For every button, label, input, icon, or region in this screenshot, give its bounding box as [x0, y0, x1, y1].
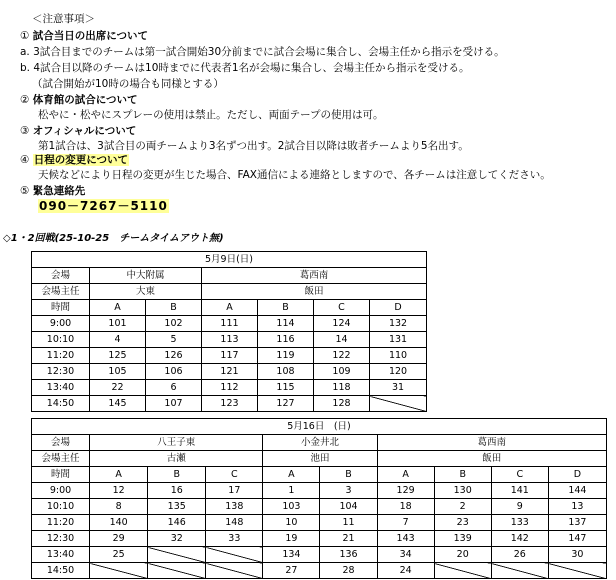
match-number-cell: 34 — [377, 547, 434, 563]
table2-manager: 池田 — [263, 451, 377, 467]
match-number-cell: 29 — [90, 531, 148, 547]
match-number-cell: 114 — [258, 316, 314, 332]
table1-court: C — [314, 300, 370, 316]
time-cell: 13:40 — [32, 547, 90, 563]
empty-slot-cell — [206, 563, 263, 579]
match-number-cell: 21 — [320, 531, 377, 547]
table2-court: A — [263, 467, 320, 483]
empty-slot-cell — [370, 396, 427, 412]
table-row — [32, 396, 427, 412]
match-number-cell: 134 — [263, 547, 320, 563]
match-number-cell: 17 — [206, 483, 263, 499]
match-number-cell: 8 — [90, 499, 148, 515]
match-number-cell: 111 — [202, 316, 258, 332]
table-row — [32, 531, 607, 547]
time-cell: 9:00 — [32, 316, 90, 332]
item1-a: a. 3試合目までのチームは第一試合開始30分前までに試合会場に集合し、会場主任から指示を受ける。 — [20, 46, 505, 58]
match-number-cell: 122 — [314, 348, 370, 364]
empty-slot-cell — [206, 547, 263, 563]
match-number-cell: 115 — [258, 380, 314, 396]
table2-court: C — [206, 467, 263, 483]
match-number-cell: 12 — [90, 483, 148, 499]
match-number-cell: 31 — [370, 380, 427, 396]
item1 — [20, 29, 148, 43]
time-cell: 10:10 — [32, 499, 90, 515]
table2-court: B — [320, 467, 377, 483]
match-number-cell: 101 — [90, 316, 146, 332]
match-number-cell: 4 — [90, 332, 146, 348]
match-number-cell: 23 — [434, 515, 491, 531]
match-number-cell: 124 — [314, 316, 370, 332]
item2-number: ② — [20, 94, 30, 106]
table1-venue: 葛西南 — [202, 268, 427, 284]
table1-time-label: 時間 — [32, 300, 90, 316]
match-number-cell: 102 — [146, 316, 202, 332]
item2-title: 体育館の試合について — [32, 94, 138, 106]
schedule-table-may9 — [31, 251, 427, 412]
match-number-cell: 137 — [548, 515, 606, 531]
match-number-cell: 142 — [491, 531, 548, 547]
empty-slot-cell — [148, 547, 206, 563]
item3 — [20, 124, 136, 138]
match-number-cell: 121 — [202, 364, 258, 380]
match-number-cell: 117 — [202, 348, 258, 364]
table2-venue: 八王子東 — [90, 435, 263, 451]
match-number-cell: 141 — [491, 483, 548, 499]
table-row — [32, 563, 607, 579]
table2-court: D — [548, 467, 606, 483]
time-cell: 14:50 — [32, 396, 90, 412]
empty-slot-cell — [548, 563, 606, 579]
match-number-cell: 24 — [377, 563, 434, 579]
table2-venue: 小金井北 — [263, 435, 377, 451]
time-cell: 14:50 — [32, 563, 90, 579]
match-number-cell: 107 — [146, 396, 202, 412]
match-number-cell: 109 — [314, 364, 370, 380]
match-number-cell: 112 — [202, 380, 258, 396]
match-number-cell: 2 — [434, 499, 491, 515]
table2-court-row — [32, 467, 607, 483]
match-number-cell: 136 — [320, 547, 377, 563]
match-number-cell: 11 — [320, 515, 377, 531]
time-cell: 12:30 — [32, 364, 90, 380]
match-number-cell: 139 — [434, 531, 491, 547]
match-number-cell: 116 — [258, 332, 314, 348]
match-number-cell: 105 — [90, 364, 146, 380]
match-number-cell: 146 — [148, 515, 206, 531]
match-number-cell: 7 — [377, 515, 434, 531]
item1-b: b. 4試合目以降のチームは10時までに代表者1名が会場に集合し、会場主任から指示を受ける。 — [20, 62, 470, 74]
table1-court: A — [90, 300, 146, 316]
empty-slot-cell — [491, 563, 548, 579]
item3-title: オフィシャルについて — [32, 125, 137, 137]
match-number-cell: 5 — [146, 332, 202, 348]
item4-body: 天候などにより日程の変更が生じた場合、FAX通信による連絡としますので、各チームは注意してください。 — [38, 169, 551, 181]
table-row — [32, 332, 427, 348]
time-cell: 12:30 — [32, 531, 90, 547]
table-row — [32, 499, 607, 515]
match-number-cell: 131 — [370, 332, 427, 348]
match-number-cell: 125 — [90, 348, 146, 364]
table1-date: 5月9日(日) — [32, 252, 427, 268]
match-number-cell: 108 — [258, 364, 314, 380]
match-number-cell: 20 — [434, 547, 491, 563]
match-number-cell: 145 — [90, 396, 146, 412]
item4-number: ④ — [20, 154, 30, 166]
table-row — [32, 380, 427, 396]
table1-court-row — [32, 300, 427, 316]
table2-court: B — [434, 467, 491, 483]
match-number-cell: 128 — [314, 396, 370, 412]
table1-manager: 大東 — [90, 284, 202, 300]
match-number-cell: 104 — [320, 499, 377, 515]
item5-number: ⑤ — [20, 185, 30, 197]
time-cell: 13:40 — [32, 380, 90, 396]
match-number-cell: 18 — [377, 499, 434, 515]
match-number-cell: 26 — [491, 547, 548, 563]
empty-slot-cell — [148, 563, 206, 579]
match-number-cell: 110 — [370, 348, 427, 364]
match-number-cell: 25 — [90, 547, 148, 563]
table1-court: D — [370, 300, 427, 316]
match-number-cell: 132 — [370, 316, 427, 332]
match-number-cell: 27 — [263, 563, 320, 579]
match-number-cell: 10 — [263, 515, 320, 531]
item1-title: 試合当日の出席について — [32, 30, 149, 42]
table1-manager-label: 会場主任 — [32, 284, 90, 300]
table-row — [32, 316, 427, 332]
table-row — [32, 348, 427, 364]
time-cell: 9:00 — [32, 483, 90, 499]
match-number-cell: 13 — [548, 499, 606, 515]
item1-number: ① — [20, 30, 30, 42]
match-number-cell: 133 — [491, 515, 548, 531]
table2-date: 5月16日 (日) — [32, 419, 607, 435]
match-number-cell: 127 — [258, 396, 314, 412]
table-row — [32, 515, 607, 531]
match-number-cell: 106 — [146, 364, 202, 380]
item5-title: 緊急連絡先 — [32, 185, 86, 197]
item4-title: 日程の変更について — [33, 154, 129, 166]
table2-court: C — [491, 467, 548, 483]
match-number-cell: 138 — [206, 499, 263, 515]
match-number-cell: 135 — [148, 499, 206, 515]
table-row — [32, 364, 427, 380]
match-number-cell: 32 — [148, 531, 206, 547]
table1-venue-label: 会場 — [32, 268, 90, 284]
match-number-cell: 103 — [263, 499, 320, 515]
match-number-cell: 130 — [434, 483, 491, 499]
match-number-cell: 148 — [206, 515, 263, 531]
match-number-cell: 120 — [370, 364, 427, 380]
table2-venue: 葛西南 — [377, 435, 606, 451]
match-number-cell: 140 — [90, 515, 148, 531]
item5 — [20, 184, 85, 198]
match-number-cell: 19 — [263, 531, 320, 547]
schedule-table-may16 — [31, 418, 607, 579]
match-number-cell: 3 — [320, 483, 377, 499]
item1-c: （試合開始が10時の場合も同様とする） — [32, 78, 224, 90]
match-number-cell: 30 — [548, 547, 606, 563]
notes-heading: ＜注意事項＞ — [32, 13, 95, 25]
match-number-cell: 143 — [377, 531, 434, 547]
match-number-cell: 14 — [314, 332, 370, 348]
item5-phone-wrap — [38, 199, 169, 214]
time-cell: 11:20 — [32, 515, 90, 531]
item3-body: 第1試合は、3試合目の両チームより3名ずつ出す。2試合目以降は敗者チームより5名出す。 — [38, 140, 469, 152]
match-number-cell: 118 — [314, 380, 370, 396]
match-number-cell: 126 — [146, 348, 202, 364]
match-number-cell: 9 — [491, 499, 548, 515]
match-number-cell: 129 — [377, 483, 434, 499]
time-cell: 10:10 — [32, 332, 90, 348]
section-title: ◇1・2回戦(25-10-25 チームタイムアウト無) — [3, 233, 224, 244]
match-number-cell: 147 — [548, 531, 606, 547]
table2-manager-label: 会場主任 — [32, 451, 90, 467]
match-number-cell: 6 — [146, 380, 202, 396]
match-number-cell: 1 — [263, 483, 320, 499]
table2-court: A — [377, 467, 434, 483]
table2-court: B — [148, 467, 206, 483]
match-number-cell: 22 — [90, 380, 146, 396]
table1-court: B — [146, 300, 202, 316]
table2-court: A — [90, 467, 148, 483]
item3-number: ③ — [20, 125, 30, 137]
table1-venue: 中大附属 — [90, 268, 202, 284]
match-number-cell: 144 — [548, 483, 606, 499]
table2-time-label: 時間 — [32, 467, 90, 483]
item4 — [20, 153, 129, 167]
match-number-cell: 113 — [202, 332, 258, 348]
table-row — [32, 547, 607, 563]
table1-court: A — [202, 300, 258, 316]
match-number-cell: 33 — [206, 531, 263, 547]
emergency-phone: 090－7267－5110 — [39, 199, 168, 213]
table-row — [32, 483, 607, 499]
match-number-cell: 16 — [148, 483, 206, 499]
item2-body: 松やに・松やにスプレーの使用は禁止。ただし、両面テープの使用は可。 — [38, 109, 384, 121]
empty-slot-cell — [434, 563, 491, 579]
time-cell: 11:20 — [32, 348, 90, 364]
table2-venue-label: 会場 — [32, 435, 90, 451]
table1-manager: 飯田 — [202, 284, 427, 300]
item2 — [20, 93, 138, 107]
match-number-cell: 123 — [202, 396, 258, 412]
match-number-cell: 28 — [320, 563, 377, 579]
table1-court: B — [258, 300, 314, 316]
table2-manager: 飯田 — [377, 451, 606, 467]
empty-slot-cell — [90, 563, 148, 579]
match-number-cell: 119 — [258, 348, 314, 364]
table2-manager: 古瀬 — [90, 451, 263, 467]
